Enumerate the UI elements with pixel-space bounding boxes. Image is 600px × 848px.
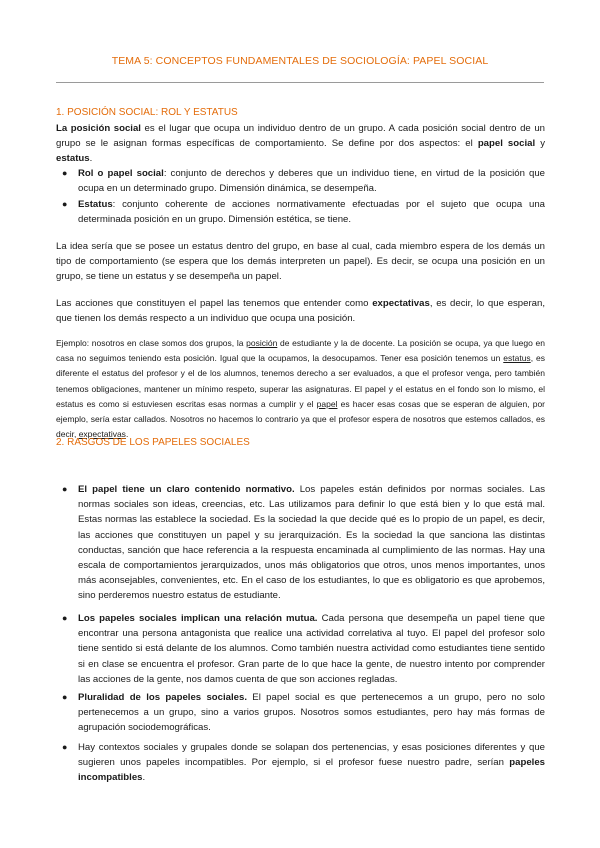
intro-text-3: . bbox=[89, 153, 93, 165]
section-2-heading: 2. RASGOS DE LOS PAPELES SOCIALES bbox=[56, 437, 250, 448]
bullet-text: Los papeles están definidos por normas sociales. Las normas sociales son ideas, creencias, etc. Las utilizamos para definir lo que está bien y lo que está mal. Estas normas las establece la sociedad. Es la sociedad la que decide qué es lo propio de un papel, es decir, las acciones que constituyen un papel y su jerarquización. Es la sociedad la que sanciona las distintas conductas, sanción que hace referencia a la respuesta encaminada al cumplimiento de las normas. Hay una escala de comportamientos jerarquizados, unos más obligatorios que otros, unos menos importantes, unos más aconsejables, convenientes, etc. En el caso de los estudiantes, lo que es obligatorio es que aprobemos, sino perderemos nuestro estatus de estudiante. bbox=[78, 484, 546, 602]
intro-text-1: es el lugar que ocupa un individuo dentro de un grupo. A cada posición social dentro de un grupo se le asignan formas específicas de comportamiento. Se define por dos aspectos: el bbox=[56, 123, 545, 150]
bullet-text: Cada persona que desempeña un papel tiene que encontrar una persona antagonista que realice una actividad correlativa al tuyo. El papel del profesor solo tiene sentido si está delante de los alumnos. Como también nuestra actividad como estudiantes tiene sentido si en clase se encuentra el profesor. Gran parte de lo que hace la gente, de nuestro intento por comprender las acciones de la gente, nos damos cuenta de que son acciones regladas. bbox=[78, 613, 546, 685]
example-text-2: de estudiante y la de docente. La posición se ocupa, ya que luego en casa no seguimos teniendo esta posición. Igual que la ocupamos, la desocupamos. Tener esa posición tenemos un bbox=[56, 338, 545, 364]
list-item bbox=[62, 482, 546, 604]
bullet-text: Hay contextos sociales y grupales donde se solapan dos pertenencias, y esas posiciones diferentes y que sugieren unos papeles incompatibles. Por ejemplo, si el profesor fuese nuestro padre, serían bbox=[78, 742, 545, 769]
intro-text-2: y bbox=[535, 138, 546, 150]
example-underline-estatus: estatus bbox=[503, 353, 531, 364]
list-item bbox=[62, 166, 545, 196]
bullet-bold-tail: papeles incompatibles bbox=[78, 757, 545, 784]
bullet-icon: ● bbox=[62, 692, 68, 702]
section-1-example bbox=[56, 336, 545, 442]
list-item bbox=[62, 740, 545, 786]
bullet-icon: ● bbox=[62, 199, 68, 209]
bullet-term: Pluralidad de los papeles sociales. bbox=[78, 692, 247, 703]
example-text-5: . bbox=[125, 429, 129, 440]
example-underline-expectativas: expectativas bbox=[78, 429, 126, 440]
bullet-icon: ● bbox=[62, 742, 68, 752]
section-1-heading: 1. POSICIÓN SOCIAL: ROL Y ESTATUS bbox=[56, 107, 238, 118]
intro-bold-posicion: La posición social bbox=[56, 123, 141, 134]
example-text-3: , es diferente el estatus del profesor y el de los alumnos, tenemos derecho a ser evaluados, a que el profesor venga, pero también tenemos obligaciones, mantener un mínimo respeto, superar las asignaturas. El papel y el estatus en el fondo son lo mismo, el estatus es como si estuviesen escritas esas normas a cumplir y el bbox=[56, 353, 545, 409]
para3-bold: expectativas bbox=[372, 298, 430, 309]
para3-text-1: Las acciones que constituyen el papel las tenemos que entender como bbox=[56, 298, 373, 309]
example-text-4: es hacer esas cosas que se esperan de alguien, por ejemplo, sería estar callados. Nosotros no hacemos lo contrario ya que el profesor espera de nosotros que estemos callados, es decir, bbox=[56, 398, 546, 440]
bullet-icon: ● bbox=[62, 168, 68, 178]
bullet-tail: . bbox=[142, 772, 146, 784]
section-1-paragraph-2: La idea sería que se posee un estatus dentro del grupo, en base al cual, cada miembro espera de los demás un tipo de comportamiento (se espera que los demás interpreten un papel). Es decir, se ocupa una posición en un grupo, se tiene un estatus y se desempeña un papel. bbox=[56, 241, 545, 283]
bullet-term: El papel tiene un claro contenido normativo. bbox=[78, 484, 295, 495]
bullet-icon: ● bbox=[62, 484, 68, 494]
bullet-term: Los papeles sociales implican una relación mutua. bbox=[78, 613, 318, 624]
section-1-intro bbox=[56, 121, 545, 167]
title-divider bbox=[56, 82, 544, 83]
bullet-term: Estatus bbox=[78, 199, 113, 210]
section-1-paragraph-3 bbox=[56, 296, 545, 326]
example-underline-papel: papel bbox=[316, 398, 338, 409]
list-item bbox=[62, 197, 545, 227]
para3-text-2: , es decir, lo que esperan, que tienen los demás respecto a un individuo que ocupa una posición. bbox=[56, 298, 545, 325]
intro-bold-estatus: estatus bbox=[56, 153, 90, 165]
list-item bbox=[62, 690, 545, 736]
example-text-1: Ejemplo: nosotros en clase somos dos grupos, la bbox=[56, 338, 247, 348]
document-title: TEMA 5: CONCEPTOS FUNDAMENTALES DE SOCIOLOGÍA: PAPEL SOCIAL bbox=[111, 55, 489, 67]
bullet-text: : conjunto coherente de acciones normativamente efectuadas por el sujeto que ocupa una determinada posición en un grupo. Dimensión estética, se tiene. bbox=[78, 199, 545, 226]
bullet-text: El papel social es que pertenecemos a un grupo, pero no solo pertenecemos a un grupo, sino a varios grupos. Nosotros somos estudiantes, pero hay más formas de agrupación sociodemográficas. bbox=[78, 692, 545, 734]
bullet-icon: ● bbox=[62, 613, 68, 623]
bullet-term: Rol o papel social bbox=[78, 168, 164, 179]
example-underline-posicion: posición bbox=[246, 338, 278, 348]
list-item bbox=[62, 611, 546, 687]
intro-bold-papel: papel social bbox=[477, 138, 536, 150]
bullet-text: : conjunto de derechos y deberes que un individuo tiene, en virtud de la posición que ocupa en un determinado grupo. Dimensión dinámica, se desempeña. bbox=[78, 168, 545, 195]
